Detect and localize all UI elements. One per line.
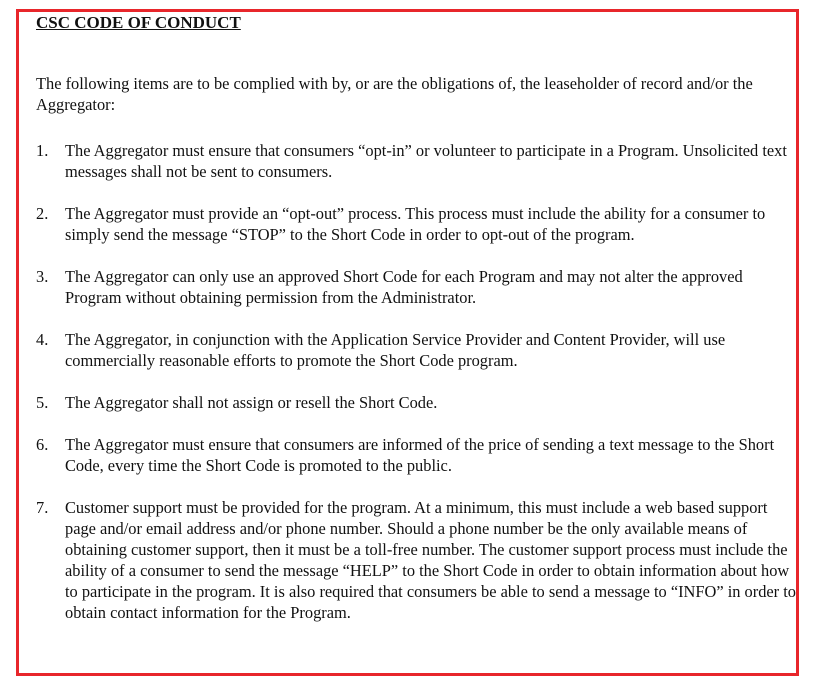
list-item-number: 3. <box>36 267 49 286</box>
list-item-number: 6. <box>36 435 49 454</box>
list-item-text: The Aggregator shall not assign or resell the Short Code. <box>65 393 438 412</box>
list-item <box>36 434 796 476</box>
list-item-text: Customer support must be provided for the program. At a minimum, this must include a web based support page and/or email address and/or phone number. Should a phone number be the only available means of obtaining customer support, then it must be a toll-free number. The customer support process must include the ability of a consumer to send the message “HELP” to the Short Code in order to obtain information about how to participate in the program. It is also required that consumers be able to send a message to “INFO” in order to obtain contact information for the Program. <box>65 498 796 622</box>
list-item-number: 2. <box>36 204 49 223</box>
list-item-text: The Aggregator can only use an approved Short Code for each Program and may not alter the approved Program without obtaining permission from the Administrator. <box>65 267 743 307</box>
list-item <box>36 203 796 245</box>
list-item <box>36 329 796 371</box>
intro-paragraph: The following items are to be complied with by, or are the obligations of, the leaseholder of record and/or the Aggregator: <box>36 74 753 114</box>
list-item <box>36 140 796 182</box>
list-item-text: The Aggregator, in conjunction with the Application Service Provider and Content Provider, will use commercially reasonable efforts to promote the Short Code program. <box>65 330 726 370</box>
list-item-number: 4. <box>36 330 49 349</box>
list-item <box>36 392 796 413</box>
list-item <box>36 266 796 308</box>
list-item-number: 5. <box>36 393 49 412</box>
list-item-number: 7. <box>36 498 49 517</box>
list-item-number: 1. <box>36 141 49 160</box>
list-item-text: The Aggregator must ensure that consumers are informed of the price of sending a text message to the Short Code, every time the Short Code is promoted to the public. <box>65 435 775 475</box>
conduct-list <box>36 140 796 623</box>
list-item-text: The Aggregator must provide an “opt-out” process. This process must include the ability for a consumer to simply send the message “STOP” to the Short Code in order to opt-out of the program. <box>65 204 766 244</box>
list-item <box>36 497 796 623</box>
document-title: CSC CODE OF CONDUCT <box>36 13 241 32</box>
list-item-text: The Aggregator must ensure that consumers “opt-in” or volunteer to participate in a Program. Unsolicited text messages shall not be sent to consumers. <box>65 141 787 181</box>
document-body <box>36 11 796 644</box>
